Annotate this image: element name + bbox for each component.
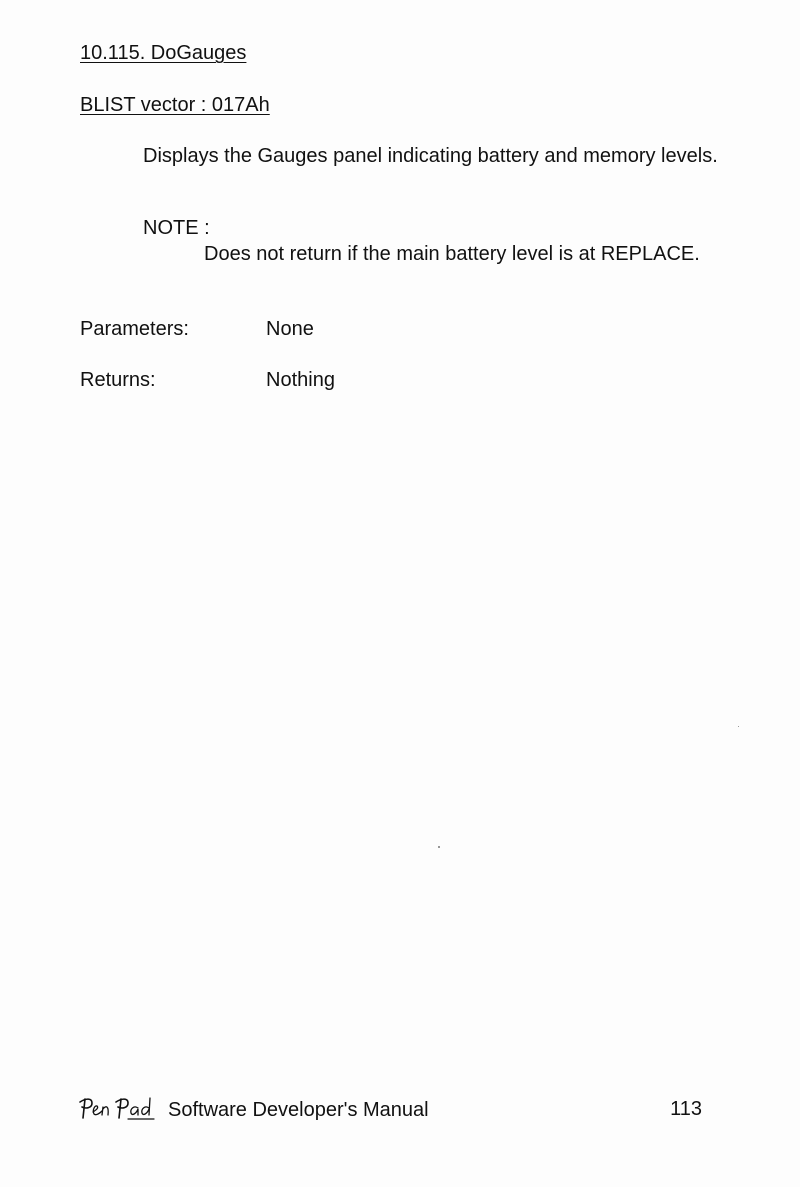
note-label: NOTE : — [143, 217, 210, 239]
penpad-logo — [76, 1094, 162, 1124]
parameters-label: Parameters: — [80, 318, 189, 340]
parameters-value: None — [266, 318, 314, 340]
blist-vector-heading: BLIST vector : 017Ah — [80, 94, 270, 116]
description-text: Displays the Gauges panel indicating battery and memory levels. — [143, 145, 718, 167]
returns-label: Returns: — [80, 369, 156, 391]
paper-speck — [738, 726, 739, 727]
parameters-row — [80, 316, 314, 342]
note-text: Does not return if the main battery level is at REPLACE. — [204, 243, 700, 265]
returns-row — [80, 367, 335, 393]
page-footer — [76, 1094, 706, 1126]
page-number: 113 — [670, 1098, 702, 1120]
paper-speck — [438, 846, 440, 848]
returns-value: Nothing — [266, 369, 335, 391]
section-title: 10.115. DoGauges — [80, 42, 247, 64]
manual-title: Software Developer's Manual — [168, 1099, 429, 1121]
